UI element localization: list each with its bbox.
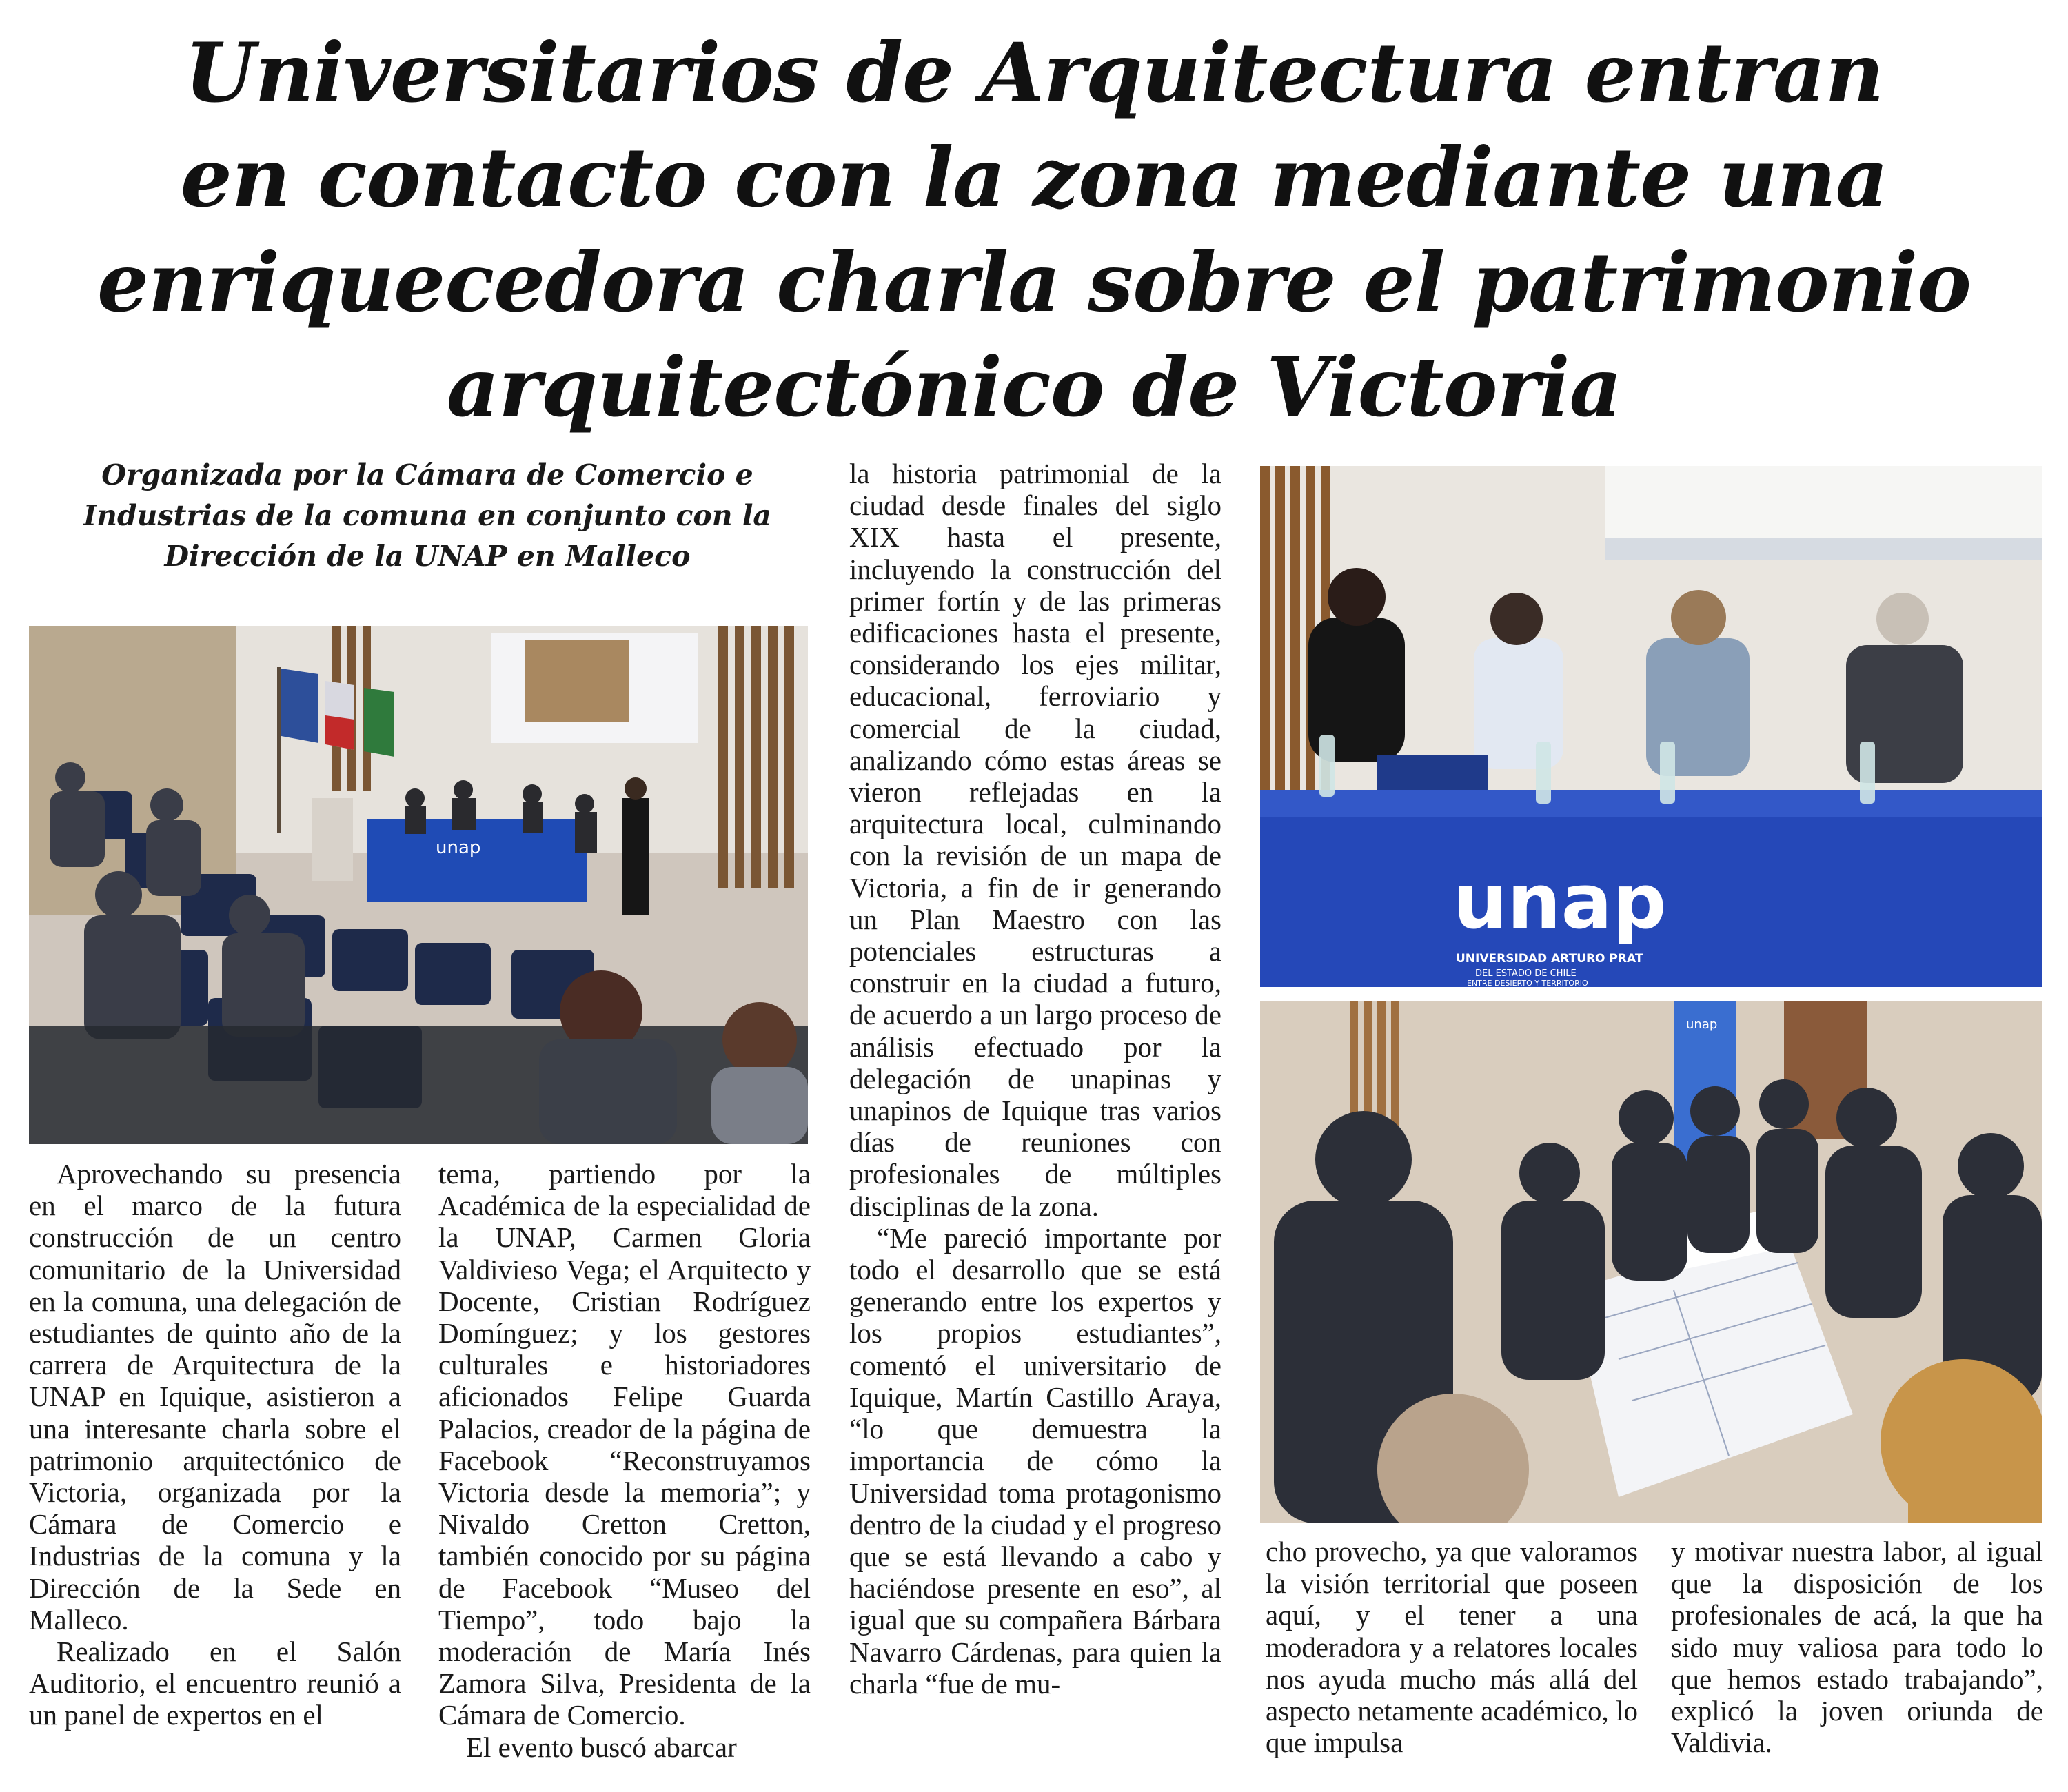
table-banner-tagline: DEL ESTADO DE CHILE (1475, 968, 1577, 979)
headline-line: Universitarios de Arquitectura entran (184, 25, 1884, 121)
headline (41, 21, 2027, 440)
body-paragraph: El evento buscó abarcar (466, 1731, 737, 1763)
panel-photo-image (1260, 466, 2042, 987)
panel-photo (1260, 466, 2042, 987)
table-banner-logo: unap (1453, 857, 1667, 946)
article-column-3 (849, 458, 1221, 1700)
subhead-line: Dirección de la UNAP en Malleco (164, 540, 691, 573)
article-column-5 (1671, 1536, 2043, 1758)
headline-line: arquitectónico de Victoria (446, 339, 1622, 435)
students-map-photo (1260, 1001, 2042, 1523)
article-column-1 (29, 1158, 401, 1731)
table-banner-name: UNIVERSIDAD ARTURO PRAT (1456, 952, 1643, 966)
subhead-line: Organizada por la Cámara de Comercio e (101, 458, 753, 491)
headline-line: en contacto con la zona mediante una (180, 130, 1888, 225)
small-banner-logo: unap (436, 837, 481, 858)
auditorium-photo (29, 626, 808, 1144)
body-paragraph: tema, partiendo por la Académica de la especialidad de la UNAP, Carmen Gloria Valdivieso Vega; el Arquitecto y Docente, Cristian Rodríguez Domínguez; y los gestores culturales e historiadores aficionados Felipe Guarda Palacios, creador de la página de Facebook “Reconstruyamos Victoria desde la memoria”; y Nivaldo Cretton Cretton, también conocido por su página de Facebook “Museo del Tiempo”, todo bajo la moderación de María Inés Zamora Silva, Presidenta de la Cámara de Comercio. (438, 1158, 811, 1731)
body-paragraph: y motivar nuestra labor, al igual que la disposición de los profesionales de acá, la que ha sido muy valiosa para todo lo que hemos estado trabajando”, explicó la joven oriunda de Valdivia. (1671, 1536, 2043, 1759)
article-column-4 (1266, 1536, 1638, 1758)
subhead-line: Industrias de la comuna en conjunto con la (83, 499, 771, 532)
subheadline (28, 455, 827, 577)
body-paragraph: la historia patrimonial de la ciudad desde finales del siglo XIX hasta el presente, incluyendo la construcción del primer fortín y de las primeras edificaciones hasta el presente, considerando los ejes militar, educacional, ferroviario y comercial de la ciudad, analizando cómo estas áreas se vieron reflejadas en la arquitectura local, culminando con la revisión de un mapa de Victoria, a fin de ir generando un Plan Maestro con las potenciales estructuras a construir en la ciudad a futuro, de acuerdo a un largo proceso de análisis efectuado por la delegación de unapinas y unapinos de Iquique tras varios días de reuniones con profesionales de múltiples disciplinas de la zona. (849, 458, 1221, 1222)
body-paragraph: cho provecho, ya que valoramos la visión territorial que poseen aquí, y el tener a una moderadora y a relatores locales nos ayuda mucho más allá del aspecto netamente académico, lo que impulsa (1266, 1536, 1638, 1759)
standing-banner-label: unap (1686, 1017, 1718, 1032)
body-paragraph: Realizado en el Salón Auditorio, el encuentro reunió a un panel de expertos en el (29, 1636, 401, 1731)
auditorium-photo-image (29, 626, 808, 1144)
body-paragraph: Aprovechando su presencia en el marco de la futura construcción de un centro comunitario de la Universidad en la comuna, una delegación de estudiantes de quinto año de la carrera de Arquitectura de la UNAP en Iquique, asistieron a una interesante charla sobre el patrimonio arquitectónico de Victoria, organizada por la Cámara de Comercio e Industrias de la comuna y la Dirección de la Sede en Malleco. (29, 1158, 401, 1636)
table-banner-motto: ENTRE DESIERTO Y TERRITORIO (1467, 979, 1588, 987)
students-map-photo-image (1260, 1001, 2042, 1523)
body-paragraph: “Me pareció importante por todo el desarrollo que se está generando entre los expertos y los propios estudiantes”, comentó el universitario de Iquique, Martín Castillo Araya, “lo que demuestra la importancia de cómo la Universidad toma protagonismo dentro de la ciudad y el progreso que se está llevando a cabo y haciéndose presente en eso”, al igual que su compañera Bárbara Navarro Cárdenas, para quien la charla “fue de mu- (849, 1221, 1221, 1700)
article-column-2 (438, 1158, 811, 1763)
headline-line: enriquecedora charla sobre el patrimonio (97, 234, 1971, 330)
